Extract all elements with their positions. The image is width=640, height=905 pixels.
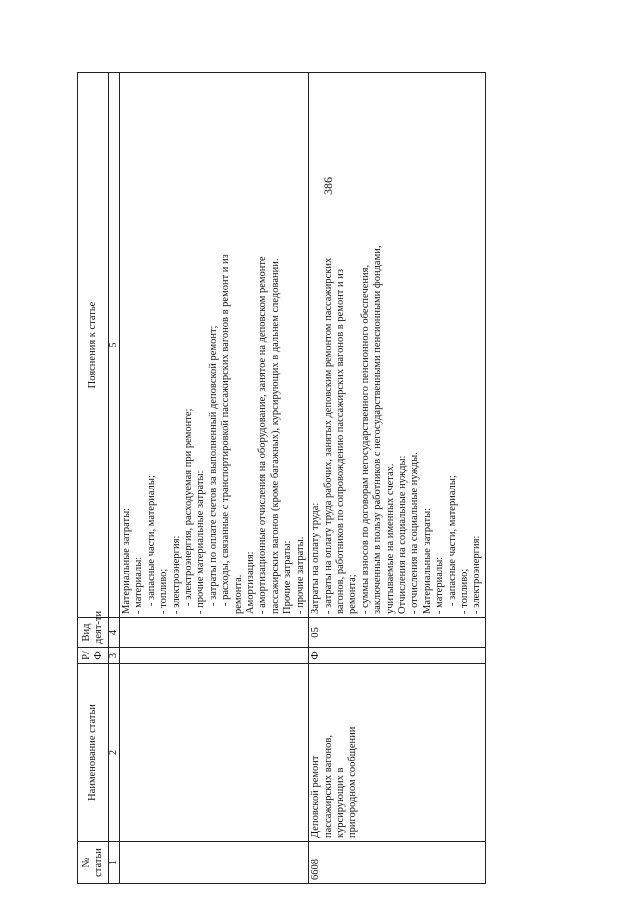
explanation-line: - материалы:: [434, 556, 446, 614]
explanation-line: - расходы, связанные с транспортировкой пассажирских вагонов в ремонт и из: [220, 254, 232, 606]
column-number-row: [109, 73, 120, 884]
explanation-line: - амортизационные отчисления на оборудование, занятое на деповском ремонте: [257, 256, 269, 614]
explanation-line: - затраты по оплате счетов за выполненный деповской ремонт;: [207, 325, 219, 606]
explanation-line: - отчисления на социальные нужды.: [409, 452, 421, 614]
header-explanation: Пояснения к статье: [78, 73, 109, 618]
item-name: [120, 664, 309, 842]
explanation-line: пассажирских вагонов (кроме багажных), курсирующих в дальнем следовании.: [269, 258, 281, 614]
explanation-line: - прочие материальные затраты:: [195, 470, 207, 614]
item-activity: 05: [309, 618, 486, 648]
column-number: 5: [109, 73, 120, 618]
explanation-line: Прочие затраты:: [282, 540, 294, 614]
explanation-line: - запасные части, материалы;: [446, 475, 458, 606]
header-item-number: № статьи: [78, 842, 109, 884]
explanation-line: Материальные затраты:: [421, 507, 433, 614]
explanation-line: - электроэнергия, расходуемая при ремонте;: [183, 408, 195, 606]
explanation-line: учитываемые на именных счетах.: [384, 463, 396, 614]
explanation-line: - прочие затраты.: [294, 536, 306, 614]
item-number: 6608: [309, 842, 486, 884]
item-rf: Ф: [309, 648, 486, 664]
column-number: 1: [109, 842, 120, 884]
header-activity-type: Вид деят-ти: [78, 618, 109, 648]
explanation-line: ремонта.: [232, 574, 244, 614]
table-row: [309, 73, 486, 884]
column-number: 3: [109, 648, 120, 664]
page-number: 386: [321, 177, 335, 195]
explanation-line: заключенным в пользу работников с негосударственными пенсионными фондами,: [372, 245, 384, 614]
rotated-page-content: [77, 72, 483, 884]
item-explanation: [309, 73, 486, 618]
explanation-line: Материальные затраты:: [121, 507, 132, 614]
expense-items-table: [77, 72, 486, 884]
column-number: 4: [109, 618, 120, 648]
column-number: 2: [109, 664, 120, 842]
item-name: Деповской ремонт пассажирских вагонов, курсирующих в пригородном сообщении: [309, 664, 486, 842]
explanation-line: - электроэнергия:: [170, 535, 182, 614]
header-item-name: Наименование статьи: [78, 664, 109, 842]
explanation-line: Затраты на оплату труда:: [310, 502, 322, 614]
item-number: [120, 842, 309, 884]
explanation-line: - затраты на оплату труда рабочих, занятых деповским ремонтом пассажирских: [322, 257, 334, 614]
table-row: [120, 73, 309, 884]
explanation-line: Отчисления на социальные нужды:: [396, 455, 408, 614]
explanation-line: - электроэнергия:: [471, 535, 483, 614]
explanation-line: - запасные части, материалы;: [145, 475, 157, 606]
explanation-line: ремонта;: [347, 574, 359, 614]
explanation-line: вагонов, работников по сопровождению пассажирских вагонов в ремонт и из: [334, 268, 346, 614]
explanation-line: Амортизация:: [245, 551, 257, 614]
table-header-row: [78, 73, 109, 884]
item-rf: [120, 648, 309, 664]
item-explanation: [120, 73, 309, 618]
header-rf: Р/ Ф: [78, 648, 109, 664]
explanation-line: - топливо;: [158, 568, 170, 614]
explanation-line: - суммы взносов по договорам негосударственного пенсионного обеспечения,: [359, 264, 371, 614]
explanation-line: - материалы:: [133, 556, 145, 614]
explanation-line: - топливо;: [458, 568, 470, 614]
item-activity: [120, 618, 309, 648]
